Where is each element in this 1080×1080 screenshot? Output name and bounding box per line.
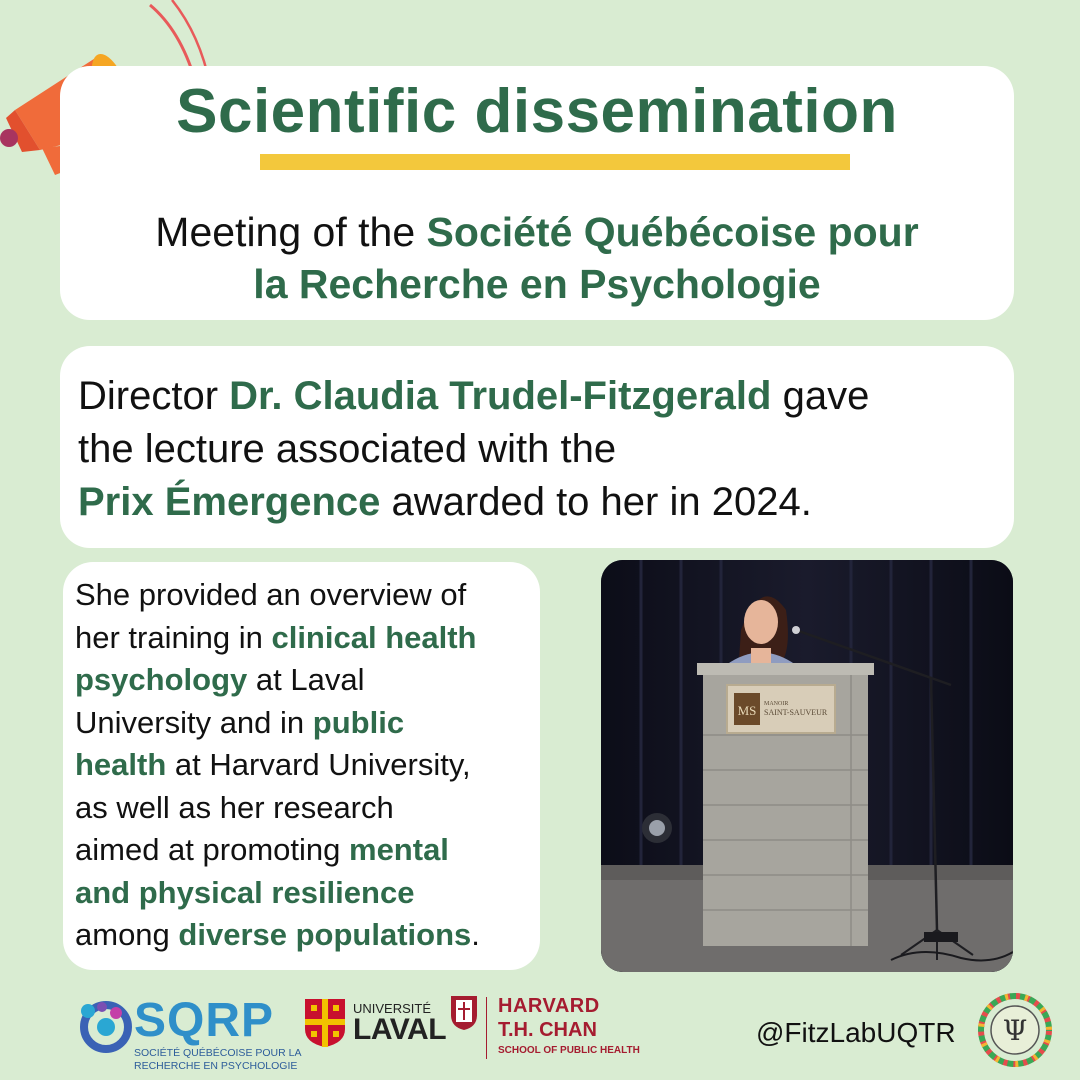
overview-line: at Laval [255,662,365,697]
title-card [60,66,1014,320]
overview-highlight: public [312,704,405,740]
fitzlab-logo [975,990,1055,1070]
overview-line: at Harvard University, [174,747,471,782]
overview-line: as well as her research [75,789,394,825]
sqrp-logo [76,993,302,1073]
overview-period: . [471,917,480,952]
sqrp-name-line1: SOCIÉTÉ QUÉBÉCOISE POUR LA [134,1047,302,1059]
overview-line: She provided an overview of [75,577,467,612]
overview-line: University and in [75,704,305,740]
podium-monogram: MS [737,703,757,718]
overview-line: aimed at promoting [75,832,341,867]
harvard-line2: T.H. CHAN [498,1019,597,1041]
meeting-name-line1: Société Québécoise pour [426,209,919,255]
sqrp-name-line2: RECHERCHE EN PSYCHOLOGIE [134,1060,298,1072]
podium-sign-line1: MANOIR [764,701,789,707]
overview-highlight: psychology [75,662,248,697]
overview-line: her training in [75,619,263,655]
laval-logo [303,995,447,1055]
overview-highlight: and physical resilience [75,874,415,910]
laval-line1: UNIVERSITÉ [353,1001,432,1016]
harvard-divider [486,997,487,1059]
podium-sign-line2: SAINT-SAUVEUR [764,708,828,717]
overview-line: among [75,917,170,952]
director-text-line2: the lecture associated with the [78,427,617,471]
overview-card [63,562,540,970]
page-title: Scientific dissemination [176,77,898,146]
speaker-photo [601,560,1013,972]
title-underline [260,154,850,170]
director-text-line3: awarded to her in 2024. [391,480,812,524]
svg-text:Ψ: Ψ [1002,1014,1028,1047]
prize-name: Prix Émergence [78,480,381,524]
director-card [60,346,1014,548]
overview-highlight: health [75,747,167,782]
meeting-name-line2: la Recherche en Psychologie [253,261,821,307]
social-handle: @FitzLabUQTR [756,1017,956,1048]
overview-highlight: clinical health [271,619,477,655]
sqrp-abbr: SQRP [134,994,275,1047]
harvard-line1: HARVARD [498,995,600,1017]
harvard-line3: SCHOOL OF PUBLIC HEALTH [498,1045,640,1056]
laval-line2: LAVAL [353,1013,447,1046]
harvard-logo [450,995,640,1070]
overview-highlight: mental [349,832,449,867]
meeting-text [60,206,1014,310]
overview-text [75,574,480,957]
director-text [78,370,869,529]
speaker-face [744,600,778,644]
overview-highlight: diverse populations [178,917,472,952]
director-name: Dr. Claudia Trudel-Fitzgerald [229,374,772,418]
director-text-gave: gave [782,374,870,418]
meeting-prefix: Meeting of the [155,209,416,255]
director-label: Director [78,374,219,418]
